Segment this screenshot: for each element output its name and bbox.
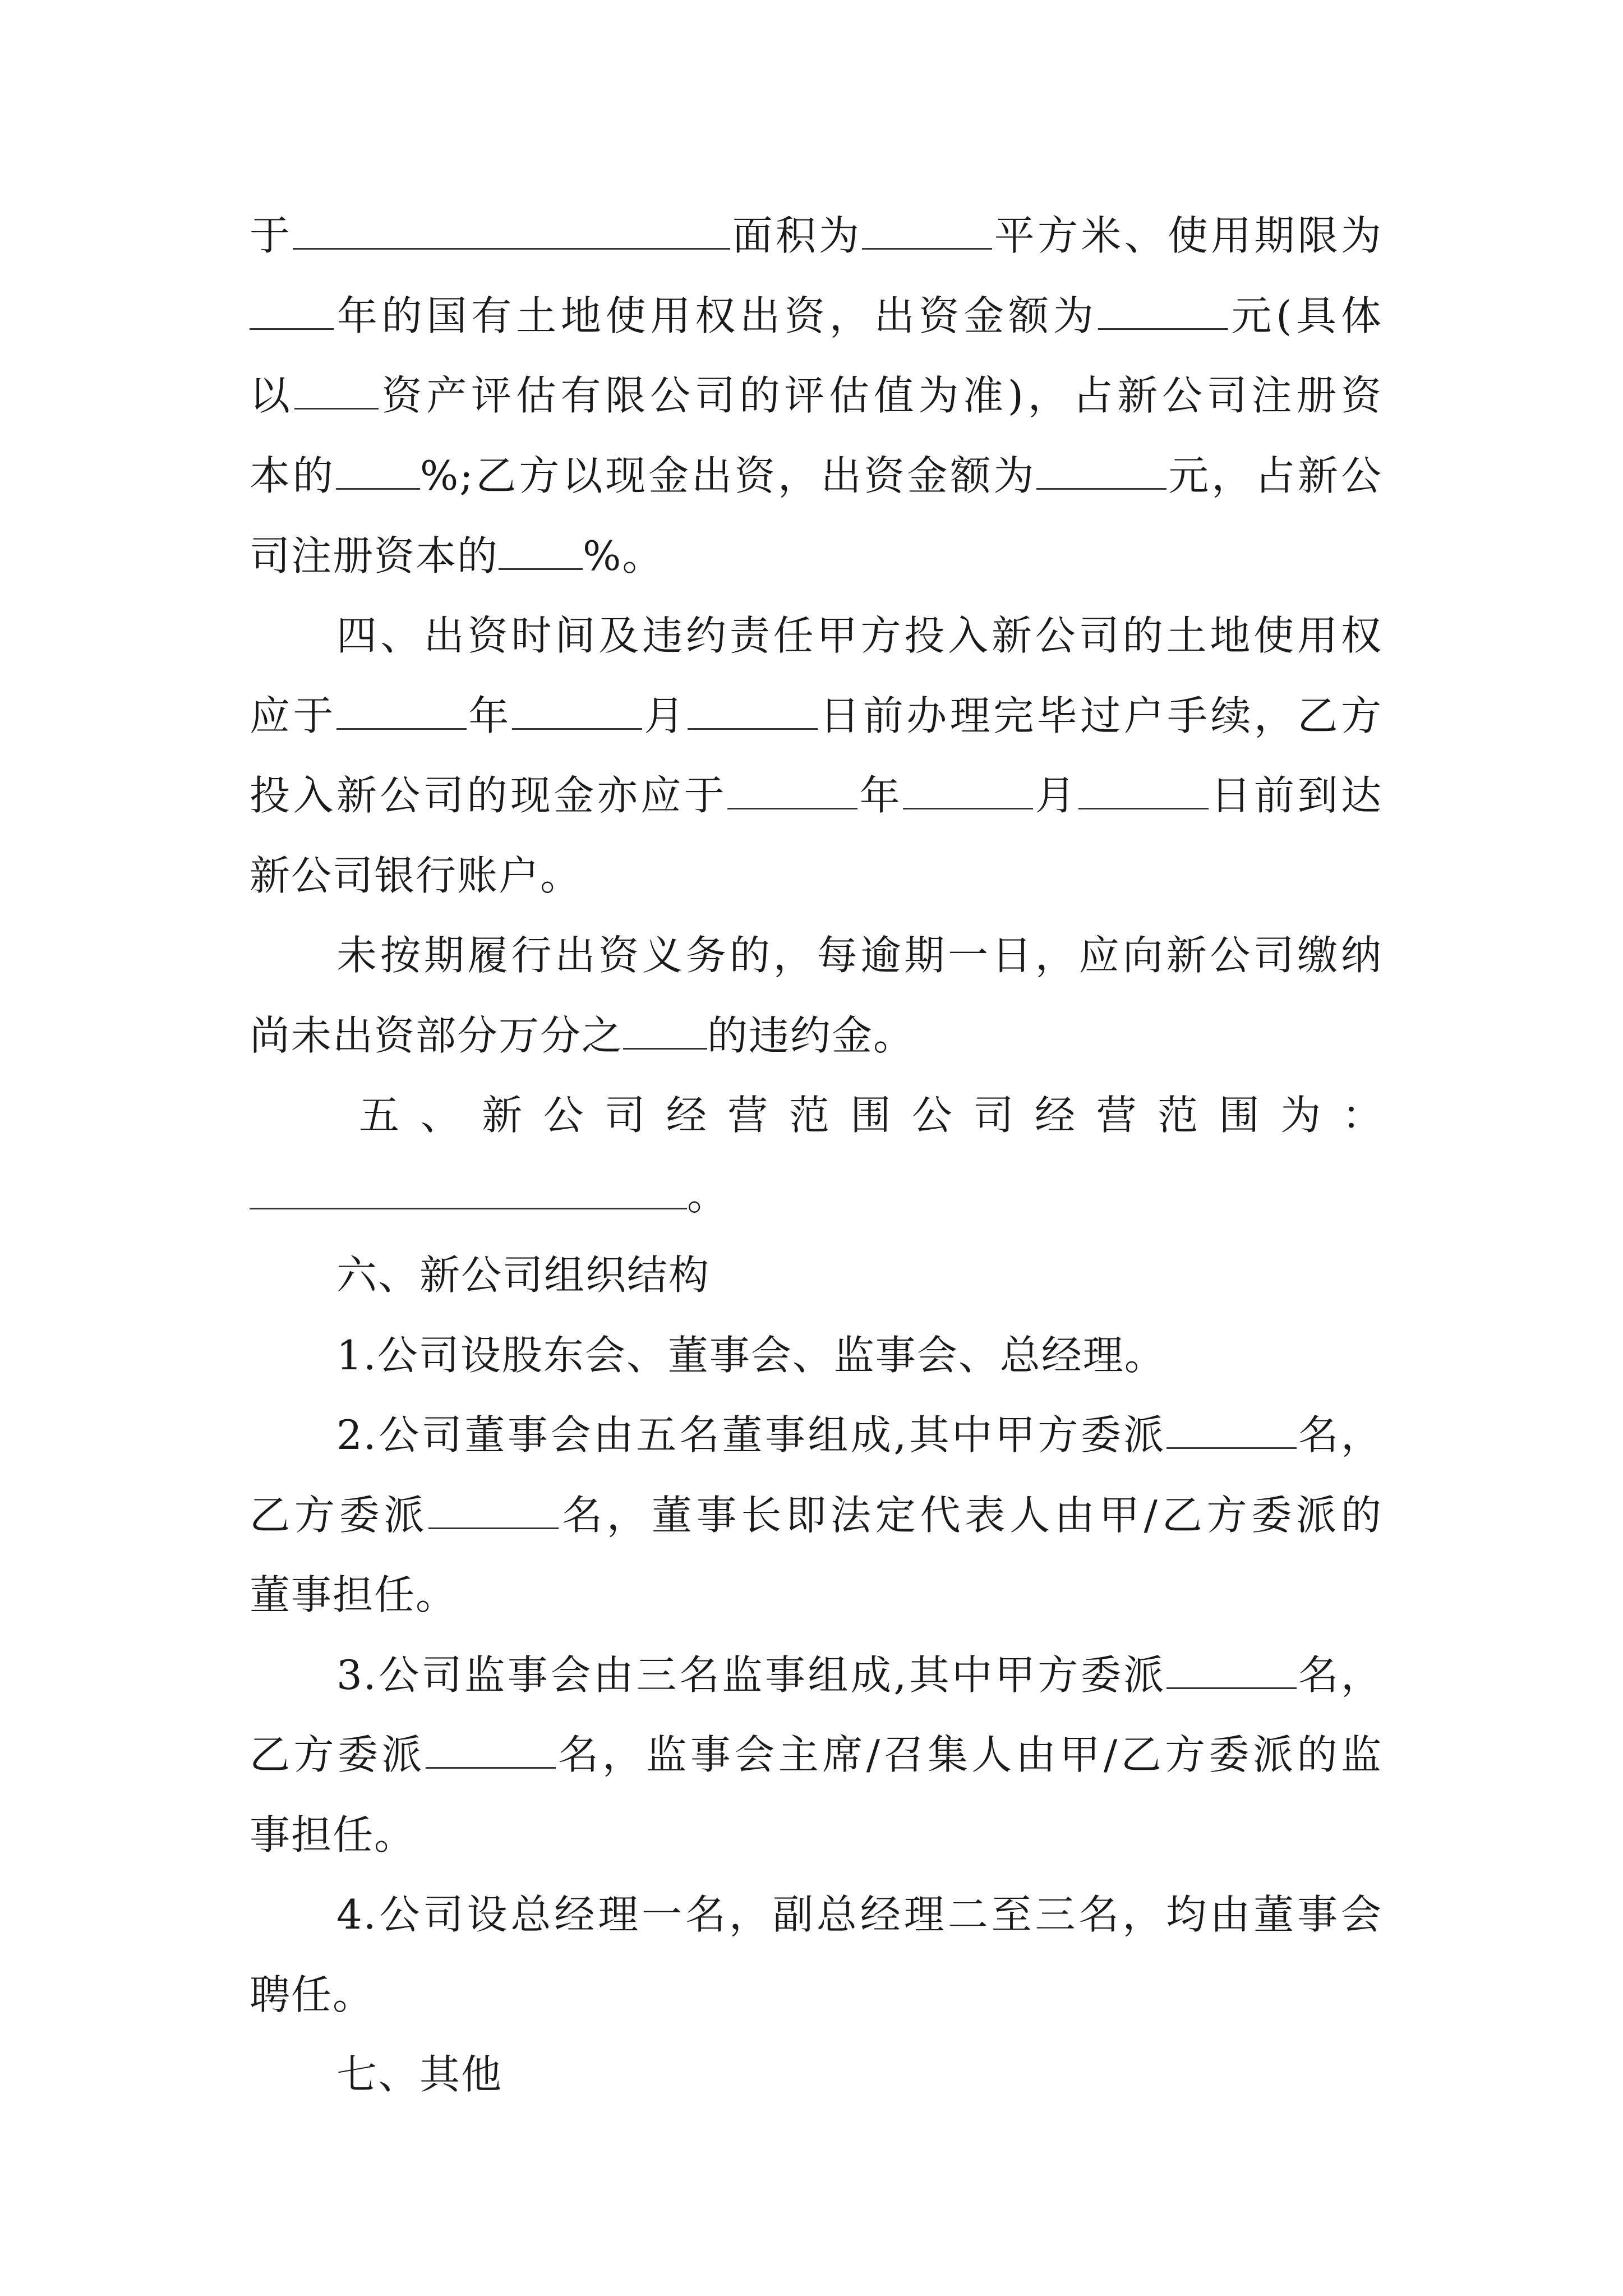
heading-char: 营 [1096,1092,1141,1139]
text-fragment: 名，董事长即法定代表人由甲/乙方委派的 [559,1492,1382,1539]
fill-in-blank [293,206,730,250]
heading-char: 经 [1035,1092,1080,1139]
heading-char: 五 [359,1092,404,1139]
text-fragment: 年 [466,692,512,739]
fill-in-blank [727,766,857,809]
fill-in-blank [623,1006,707,1050]
fill-in-blank [250,1166,687,1209]
text-fragment: 平方米、使用期限为 [992,212,1382,259]
paragraph-line [250,685,1382,747]
text-fragment: 月 [642,692,688,739]
fill-in-blank [903,766,1033,809]
text-fragment: 年 [857,772,903,819]
text-fragment: 名，监事会主席/召集人由甲/乙方委派的监 [555,1731,1382,1778]
text-fragment: 月 [1033,772,1079,819]
heading-char: 司 [973,1092,1018,1139]
paragraph-line: 事担任。 [250,1811,416,1858]
heading-char: 新 [482,1092,527,1139]
fill-in-blank [428,1486,559,1529]
text-fragment: 年的国有土地使用权出资，出资金额为 [334,292,1098,339]
text-fragment: 尚未出资部分万分之 [250,1012,624,1059]
fill-in-blank [688,687,818,730]
text-fragment: 元，占新公 [1166,452,1382,499]
text-fragment: 于 [250,212,293,259]
text-fragment: 日前办理完毕过户手续，乙方 [817,692,1382,739]
paragraph-line [250,1724,1382,1786]
text-fragment: 。 [687,1172,729,1219]
fill-in-blank [336,447,420,490]
text-fragment: 面积为 [730,212,863,259]
text-fragment: 司注册资本的 [250,532,499,579]
text-fragment: 资产评估有限公司的评估值为准)，占新公司注册资 [378,372,1382,419]
paragraph-line: 新公司银行账户。 [250,852,582,899]
text-fragment: %;乙方以现金出资，出资金额为 [419,452,1037,499]
text-fragment: 乙方委派 [250,1492,429,1539]
fill-in-blank [1036,447,1166,490]
fill-in-blank [336,687,467,730]
paragraph-line [250,1165,1382,1226]
text-fragment: 投入新公司的现金亦应于 [250,772,728,819]
list-item: 4.公司设总经理一名，副总经理二至三名，均由董事会 [336,1891,1382,1938]
paragraph-line: 聘任。 [250,1971,375,2018]
fill-in-blank [512,687,642,730]
heading-char: 范 [789,1092,834,1139]
text-fragment: 元(具体 [1228,292,1382,339]
fill-in-blank [294,366,379,409]
heading-char: 、 [420,1092,465,1139]
heading-char: 司 [605,1092,649,1139]
fill-in-blank [1098,287,1228,330]
section-6-heading: 六、新公司组织结构 [336,1251,711,1299]
section-4-heading: 四、出资时间及违约责任甲方投入新公司的土地使用权 [336,612,1382,659]
list-item: 1.公司设股东会、董事会、监事会、总经理。 [336,1332,1166,1379]
fill-in-blank [1078,766,1209,809]
paragraph-line [250,1484,1382,1546]
heading-char: 公 [911,1092,957,1139]
heading-char: 围 [1219,1092,1264,1139]
paragraph-line [250,1005,1382,1066]
paragraph-line [250,365,1382,426]
text-fragment: 2.公司董事会由五名董事组成,其中甲方委派 [336,1411,1166,1458]
text-fragment: %。 [583,532,664,579]
text-fragment: 名， [1296,1651,1382,1699]
heading-char: 范 [1158,1092,1202,1139]
paragraph-line: 未按期履行出资义务的，每逾期一日，应向新公司缴纳 [336,932,1382,979]
heading-char: 营 [727,1092,772,1139]
paragraph-line [250,445,1382,507]
list-item [336,1404,1382,1466]
paragraph-line [250,525,1382,587]
text-fragment: 3.公司监事会由三名监事组成,其中甲方委派 [336,1651,1166,1699]
heading-char: 公 [543,1092,588,1139]
fill-in-blank [1166,1646,1297,1689]
fill-in-blank [499,527,583,570]
section-7-heading: 七、其他 [336,2051,503,2098]
list-item [336,1644,1382,1706]
paragraph-line [250,285,1382,347]
section-5-heading [359,1084,1382,1146]
text-fragment: 的违约金。 [707,1012,915,1059]
text-fragment: 以 [250,372,294,419]
fill-in-blank [862,206,992,250]
text-fragment: 乙方委派 [250,1731,426,1778]
fill-in-blank [250,287,334,330]
text-fragment: 应于 [250,692,336,739]
heading-char: 为 [1280,1092,1325,1139]
text-fragment: 名， [1296,1411,1382,1458]
paragraph-line [250,765,1382,826]
heading-char: 经 [666,1092,711,1139]
heading-char: 围 [850,1092,895,1139]
paragraph-line: 董事担任。 [250,1571,458,1618]
fill-in-blank [426,1726,556,1769]
fill-in-blank [1166,1406,1297,1449]
heading-char: ： [1341,1092,1382,1139]
text-fragment: 日前到达 [1209,772,1382,819]
paragraph-line [250,205,1382,266]
text-fragment: 本的 [250,452,336,499]
